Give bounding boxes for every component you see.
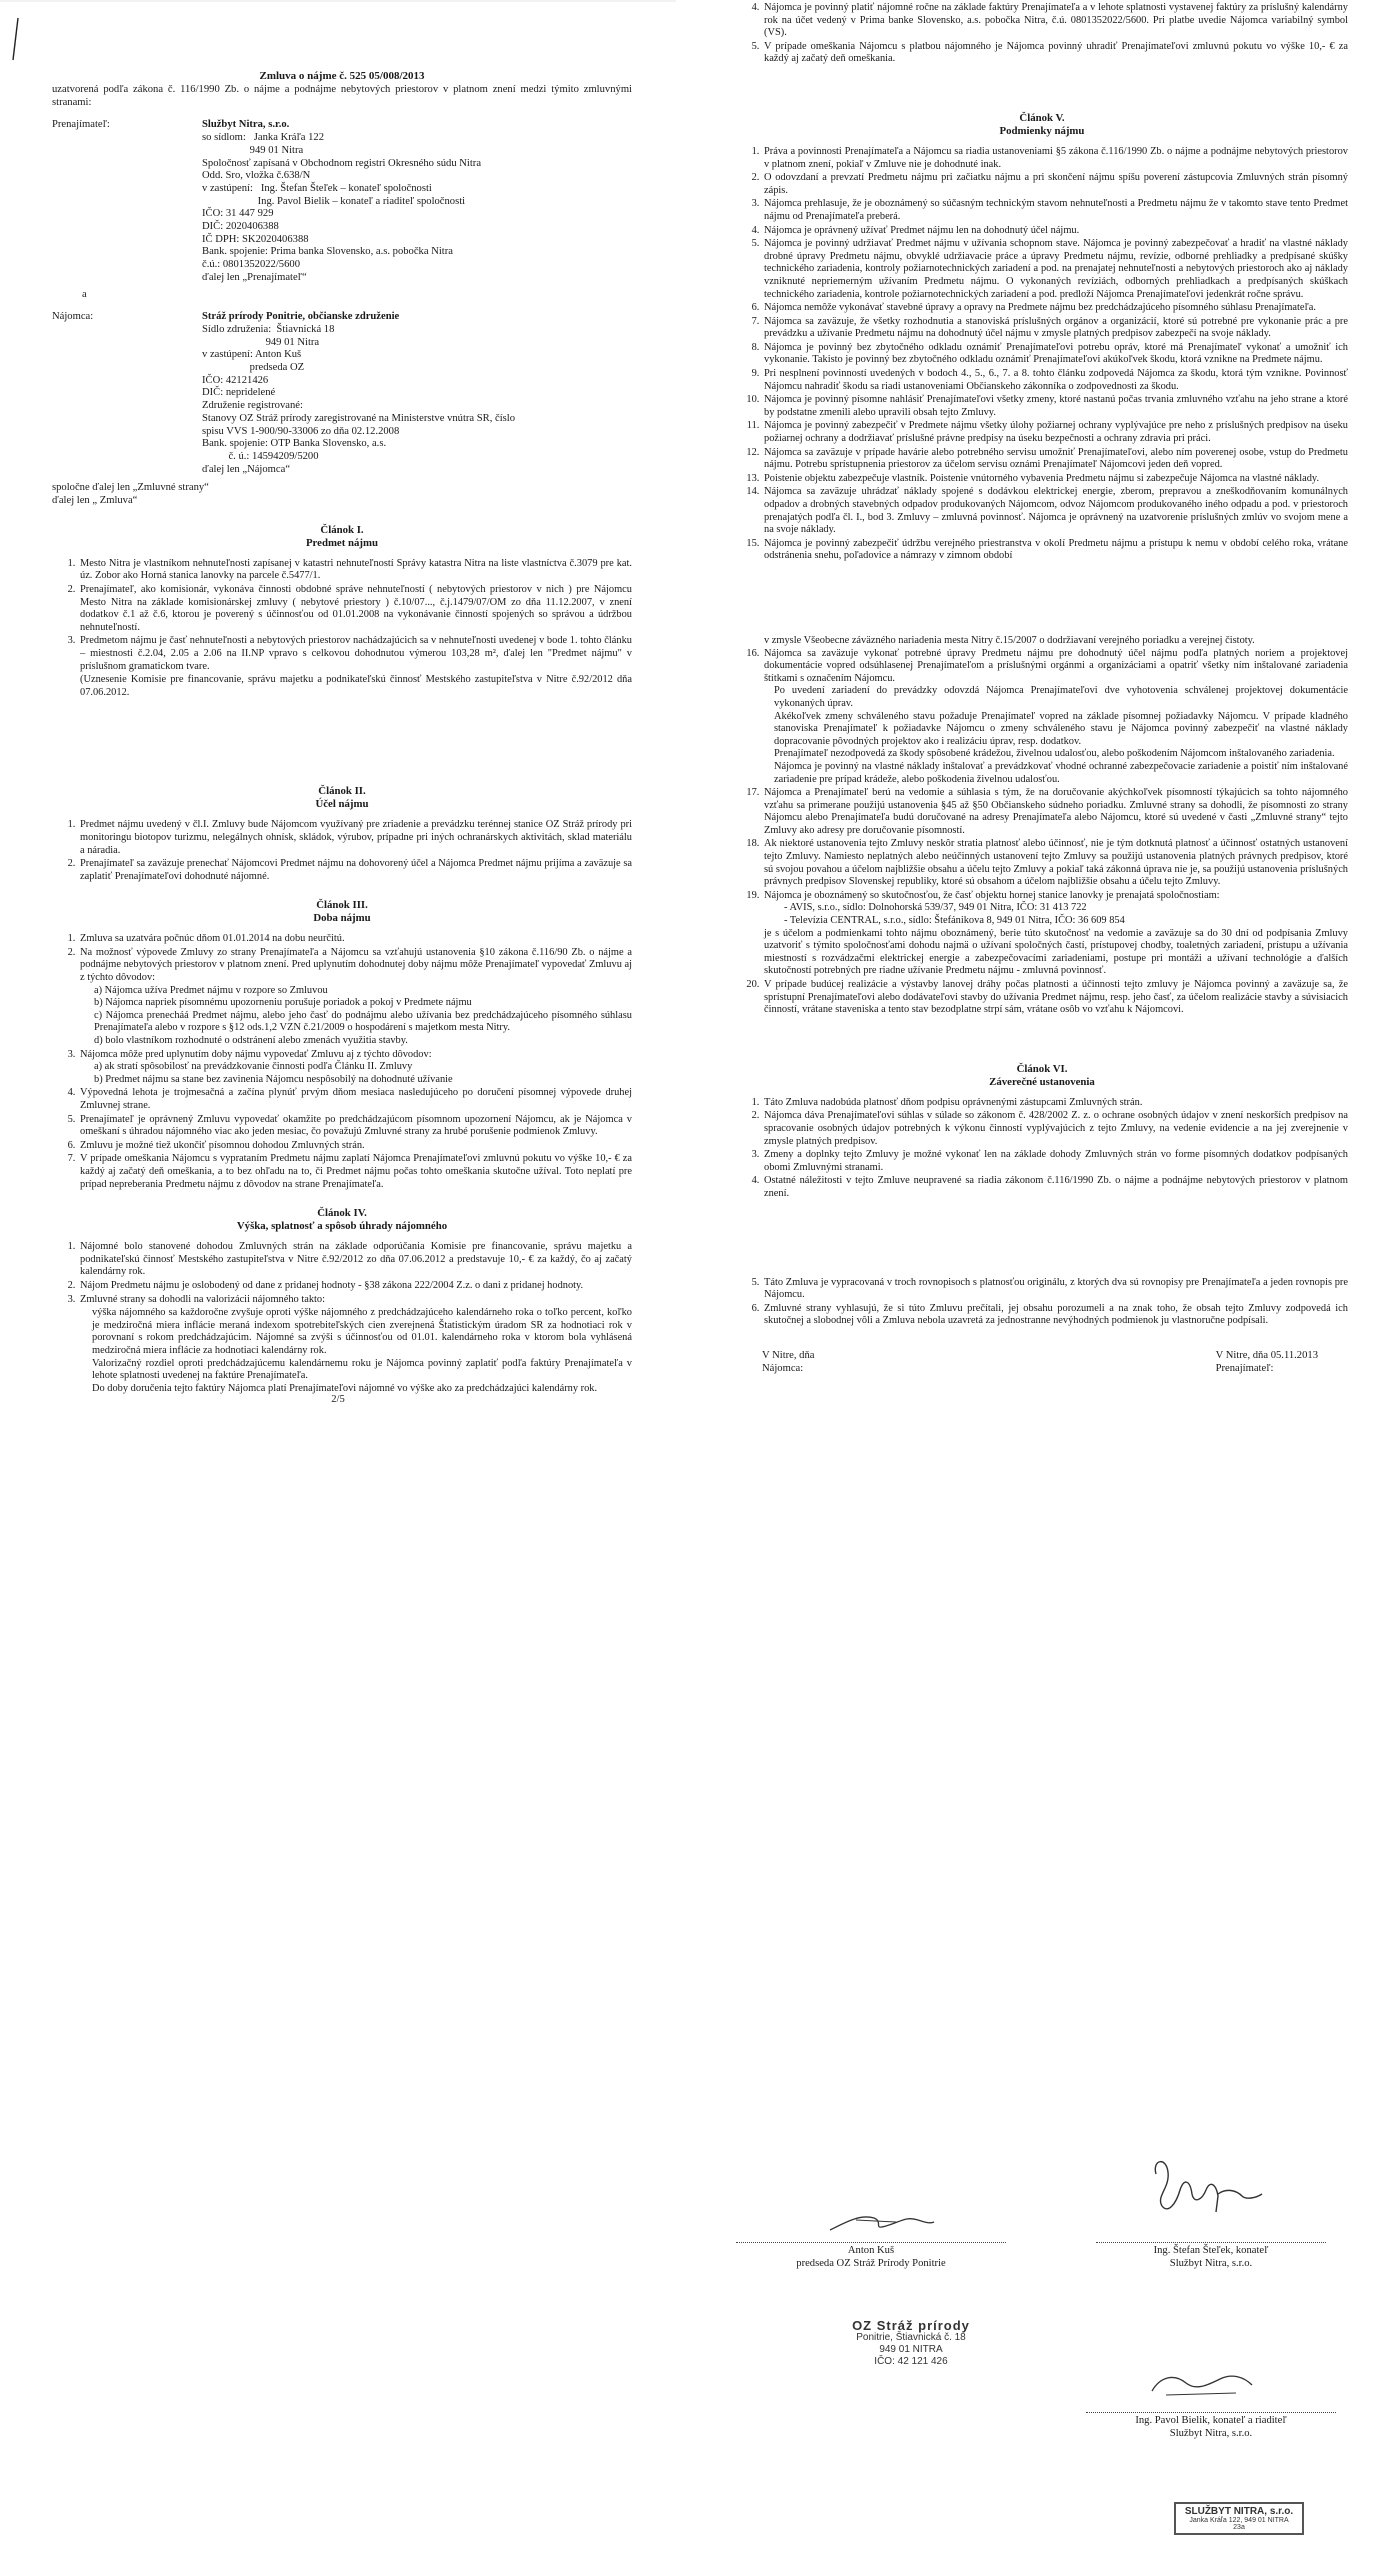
text-line: č. ú.: 14594209/5200 <box>202 450 319 462</box>
party-connector: a <box>82 288 87 300</box>
article-subtitle: Účel nájmu <box>315 798 369 811</box>
article-subtitle: Podmienky nájmu <box>999 124 1085 137</box>
list-item: 5. V prípade omeškania Nájomcu s platbou nájomného je Nájomca povinný uhradiť Prenajímateľovi zmluvnú pokutu vo výške 10,- € za každý aj začatý deň omeškania. <box>762 41 1348 66</box>
article-1-title <box>52 524 632 550</box>
place-text: V Nitre, dňa 05.11.2013 <box>1215 1349 1318 1361</box>
party-details <box>202 311 632 476</box>
article-heading: Článok II. <box>318 785 366 798</box>
article-2-items <box>52 819 632 883</box>
signer-company: Službyt Nitra, s.r.o. <box>1169 2427 1253 2439</box>
signer-name: Ing. Pavol Bielik, konateľ a riaditeľ <box>1135 2415 1287 2426</box>
sub-paragraph: Prenajímateľ nezodpovedá za škody spôsobené krádežou, živelnou udalosťou, alebo poškodením Nájomcom inštalovaného zariadenia. <box>774 748 1335 760</box>
list-item: 2. Prenajímateľ sa zaväzuje prenechať Nájomcovi Predmet nájmu na dohovorený účel a Nájomca Predmet nájmu prijíma a zaväzuje sa zaplatiť Prenajímateľovi dohodnuté nájomné. <box>78 858 632 883</box>
landlord1-signature <box>1146 2150 1266 2230</box>
text-line: v zastúpení: Ing. Štefan Šteľek – konateľ spoločnosti <box>202 182 432 194</box>
text-line: č.ú.: 0801352022/5600 <box>202 259 300 271</box>
handwritten-mark <box>10 16 20 62</box>
valorization-text: Valorizačný rozdiel oproti predchádzajúcemu kalendárnemu roku je Nájomca povinný zaplatiť podľa faktúry Prenajímateľa v lehote splatnosti uvedenej na faktúre Prenajímateľa. <box>92 1357 632 1382</box>
article-subtitle: Doba nájmu <box>313 912 371 925</box>
list-item: 4. Nájomca je oprávnený užívať Predmet nájmu len na dohodnutý účel nájmu. <box>762 225 1348 238</box>
signer-name: Anton Kuš <box>847 2245 895 2256</box>
item-text: Zmluva sa uzatvára počnúc dňom 01.01.2014 na dobu neurčitú. <box>80 933 345 945</box>
landlord2-signature <box>1146 2365 1256 2405</box>
contract-intro: uzatvorená podľa zákona č. 116/1990 Zb. o nájme a podnájme nebytových priestorov v platnom znení medzi týmito zmluvnými stranami: <box>52 84 632 108</box>
list-item: 16. Nájomca sa zaväzuje vykonať potrebné úpravy Predmetu nájmu pre dohodnutý účel nájmu podľa platných noriem a projektovej dokumentácie vopred odsúhlasenej Prenajímateľom a príslušnými orgánmi a organizáciami a opatriť všetky ním inštalované zariadenia štítkami s označením Nájomcu. Po uvedení zariadení do prevádzky odovzdá Nájomca Prenajímateľovi dve vyhotovenia schválenej projektovej dokumentácie vykonaných úprav. Akékoľvek zmeny schváleného stavu požaduje Prenajímateľ vopred na základe písomnej požiadavky Nájomcu. V prípade kladného stanoviska Prenajímateľ k požiadavke Nájomcu o zmeny schváleného stavu je Nájomca povinný zabezpečiť na vlastné náklady dopracovanie pôvodných projektov ako i realizáciu úprav, resp. dodatkov. Prenajímateľ nezodpovedá za škody spôsobené krádežou, živelnou udalosťou, alebo poškodením Nájomcom inštalovaného zariadenia. Nájomca je povinný na vlastné náklady inštalovať a prevádzkovať vhodné ochranné zabezpečovacie zariadenie a poistiť ním inštalované zariadenie pre prípad krádeže, alebo poškodenia živelnou udalosťou. <box>762 648 1348 787</box>
article-heading: Článok I. <box>320 523 364 536</box>
stamp-title: SLUŽBYT NITRA, s.r.o. <box>1184 2506 1294 2517</box>
article-heading: Článok VI. <box>1016 1062 1068 1075</box>
article-4-title <box>52 1207 632 1233</box>
article-subtitle: Výška, splatnosť a spôsob úhrady nájomného <box>236 1220 448 1233</box>
article-heading: Článok V. <box>1019 111 1065 124</box>
role-text: Prenajímateľ: <box>1215 1362 1274 1374</box>
place-text: V Nitre, dňa <box>762 1349 815 1361</box>
article-3-items <box>52 933 632 1086</box>
text-line: Ing. Pavol Bielik – konateľ a riaditeľ spoločnosti <box>202 195 466 207</box>
list-item: 3. Zmluvné strany sa dohodli na valorizácii nájomného takto: <box>78 1294 632 1307</box>
stamp-line: Ponitrie, Štiavnická č. 18 <box>856 2332 966 2343</box>
sub-paragraph: je s účelom a podmienkami tohto nájmu oboznámený, berie túto skutočnosť na vedomie a zaväzuje sa do 30 dní od podpísania Zmluvy uzatvoriť s týmito spoločnosťami dohodu najmä o užívaní spoločných častí, prístupovej chodby, toaletných zariadení, prístupu a užívania miestností s rozvádzačmi elektrickej energie a zabezpečovacími zariadeniami, postupe pri montáži a užívaní technológie a ďalších skutočností potrebných pre riadne užívanie Predmetu nájmu - zmluvná povinnosť. <box>764 927 1348 977</box>
article-heading: Článok III. <box>316 899 368 912</box>
list-item: 19. Nájomca je oboznámený so skutočnosťou, že časť objektu hornej stanice lanovky je prenajatá spoločnostiam: - AVIS, s.r.o., sídlo: Dolnohorská 539/37, 949 01 Nitra, IČO: 31 413 722 - Televízia CENTRAL, s.r.o., sídlo: Štefánikova 8, 949 01 Nitra, IČO: 36 609 854 je s účelom a podmienkami tohto nájmu oboznámený, berie túto skutočnosť na vedomie a zaväzuje sa do 30 dní od podpísania Zmluvy uzatvoriť s týmito spoločnosťami dohodu najmä o užívaní spoločných častí, prístupovej chodby, toaletných zariadení, prístupu a užívania miestností s rozvádzačmi elektrickej energie a zabezpečovacími zariadeniami, postupe pri montáži a užívaní technológie a ďalších skutočností potrebných pre riadne užívanie Predmetu nájmu - zmluvná povinnosť. <box>762 890 1348 978</box>
text-line: 949 01 Nitra <box>202 336 320 348</box>
list-item: 20. V prípade budúcej realizácie a výstavby lanovej dráhy počas platnosti a účinnosti tejto zmluvy je Nájomca povinný a zaväzuje sa, že sprístupní Prenajímateľovi alebo dodávateľovi stavby do užívania Predmet nájmu, resp. jeho časť, za účelom realizácie stavby a súvisiacich činností, vrátane staveniska a tento stav bezodplatne strpí sám, vrátane osôb vo vzťahu k Nájomcovi. <box>762 979 1348 1017</box>
item-text: Nájomca môže pred uplynutím doby nájmu vypovedať Zmluvu aj z týchto dôvodov: <box>80 1048 432 1060</box>
text-line: Sídlo združenia: Štiavnická 18 <box>202 323 335 335</box>
signature-area <box>676 2150 1400 2550</box>
stamp-line: 949 01 NITRA <box>879 2344 943 2355</box>
list-item: 3. Zmeny a doplnky tejto Zmluvy je možné vykonať len na základe dohody Zmluvných strán vo forme písomných dodatkov podpísaných obomi Zmluvnými stranami. <box>762 1149 1348 1174</box>
article-1-note: (Uznesenie Komisie pre financovanie, správu majetku a podnikateľskú činnosť Mestského zastupiteľstva v Nitre č.92/2012 dňa 07.06.2012. <box>80 674 632 698</box>
party-label: Nájomca: <box>52 311 94 323</box>
list-item <box>78 947 632 1048</box>
sub-item: c) Nájomca prenecháá Predmet nájmu, alebo jeho časť do podnájmu alebo užívania bez predchádzajúceho písomného súhlasu Prenajímateľa alebo v rozpore s §12 ods.1,2 VZN č.21/2009 o hospodárení s majetkom mesta Nitry. <box>94 1009 632 1034</box>
text-line: ďalej len „Prenajímateľ“ <box>202 271 307 283</box>
right-page-content <box>676 0 1400 1375</box>
list-item <box>78 933 632 946</box>
list-item: 2. Prenajímateľ, ako komisionár, vykonáva činnosti obdobné správe nehnuteľností ( nebytových priestorov v nich ) pre Nájomcu Mesto Nitra na základe komisionárskej zmluvy ( nebytové priestory ) č.10/07..., č.j.1479/07/OM zo dňa 11.12.2007, v znení dodatkov č.1 až č.6, ktorou je poverený s účinnosťou od 01.01.2008 na vykonávanie činností spojených so správou a údržbou nehnuteľností. <box>78 584 632 634</box>
sub-paragraph: Akékoľvek zmeny schváleného stavu požaduje Prenajímateľ vopred na základe písomnej požiadavky Nájomcu. V prípade kladného stanoviska Prenajímateľ k požiadavke Nájomcu o zmeny schváleného stavu je Nájomca povinný zabezpečiť na vlastné náklady dopracovanie pôvodných projektov ako i realizáciu úprav, resp. dodatkov. <box>774 710 1348 747</box>
sub-item: b) Predmet nájmu sa stane bez zavinenia Nájomcu nespôsobilý na dohodnuté užívanie <box>94 1073 453 1085</box>
list-item: 6. Nájomca nemôže vykonávať stavebné úpravy a opravy na Predmete nájmu bez predchádzajúceho písomného súhlasu Prenajímateľa. <box>762 302 1348 315</box>
signer-name: Ing. Štefan Šteľek, konateľ <box>1153 2245 1269 2256</box>
text-line: Službyt Nitra, s.r.o. <box>202 119 290 131</box>
list-item: 1. Mesto Nitra je vlastníkom nehnuteľnosti zapísanej v katastri nehnuteľností Správy katastra Nitra na liste vlastníctva č.3079 pre kat. úz. Zobor ako Horná stanica lanovky na parcele č.5477/1. <box>78 558 632 583</box>
list-item: 8. Nájomca je povinný bez zbytočného odkladu oznámiť Prenajímateľovi potrebu opráv, ktoré má Prenajímateľ vykonať a umožniť ich vykonanie. Takisto je povinný bez zbytočného odkladu oznámiť Prenajímateľovi akúkoľvek škodu, ktorá vznikne na Predmete nájmu. <box>762 342 1348 367</box>
page-number: 2/5 <box>331 1394 345 1405</box>
list-item: 11. Nájomca je povinný zabezpečiť v Predmete nájmu všetky úlohy požiarnej ochrany vyplývajúce pre neho z príslušných predpisov na úseku požiarnej ochrany a dodržiavať príslušné právne predpisy na úseku bezpečnosti a ochrany zdravia pri práci. <box>762 420 1348 445</box>
oz-stamp <box>786 2320 1036 2368</box>
sub-paragraph: Po uvedení zariadení do prevádzky odovzdá Nájomca Prenajímateľovi dve vyhotovenia schválenej projektovej dokumentácie vykonaných úprav. <box>774 685 1348 709</box>
list-item: 14. Nájomca sa zaväzuje uhrádzať náklady spojené s dodávkou elektrickej energie, zberom, prepravou a zneškodňovaním komunálnych odpadov a drobných stavebných odpadov produkovaných Nájomcom, odvoz Nájomcom produkovaného iného odpadu a pod. v priestoroch prenajatých podľa čl. I., bod 3. Zmluvy – zmluvná povinnosť. Nájomca je oprávnený na uzatvorenie príslušných zmlúv vo svojom mene a na svoje náklady. <box>762 486 1348 536</box>
sluzbyt-stamp <box>1174 2502 1304 2535</box>
company-line: - Televízia CENTRAL, s.r.o., sídlo: Štefánikova 8, 949 01 Nitra, IČO: 36 609 854 <box>784 915 1125 927</box>
text-line: IČO: 42121426 <box>202 374 269 386</box>
text-line: IČO: 31 447 929 <box>202 208 274 220</box>
scan-edge <box>0 0 676 2</box>
landlord-place <box>1216 1350 1318 1375</box>
document-page-left <box>0 0 676 2563</box>
party-label: Prenajímateľ: <box>52 119 110 131</box>
valorization-text: výška nájomného sa každoročne zvyšuje oproti výške nájomného z predchádzajúceho kalendárneho roka o toľko percent, koľko je medziročná miera inflácie meraná indexom spotrebiteľských cien zverejnená Štatistickým úradom SR za hodnotiaci rok v porovnaní s rokom predchádzajúcim. Nájomné sa zvýši s účinnosťou od 01.01. kalendárneho roka v ktorom bola vyhlásená medziročná miera inflácie za hodnotiaci kalendárny rok. <box>92 1307 632 1356</box>
list-item: 5. Nájomca je povinný udržiavať Predmet nájmu v užívania schopnom stave. Nájomca je povinný zabezpečovať a hradiť na vlastné náklady drobné úpravy Predmetu nájmu, obvyklé udržiavacie práce a úpravy Predmetu nájmu, revízie, odborné prehliadky a predpísané skúšky technického zariadenia, kontroly požiarnotechnických zariadení a pod. na prenajatej nehnuteľnosti a nebytových priestoroch ako aj náklady vzniknuté nepriemerným užívaním Predmetu nájmu. O vykonaných revíziách, odborných prehliadkach a predpísaných skúškach technického zariadenia, kontrole požiarnotechnických zariadení a pod. predloží Nájomca Prenajímateľovi jedenkrát ročne správu. <box>762 238 1348 301</box>
text-line: Spoločnosť zapísaná v Obchodnom registri Okresného súdu Nitra <box>202 157 482 169</box>
list-item: 12. Nájomca sa zaväzuje v prípade havárie alebo potrebného servisu umožniť Prenajímateľovi, alebo ním poverenej osobe, vstup do Predmetu nájmu. Potrebu sprístupnenia priestorov za účelom servisu oznámi Prenajímateľ Nájomcovi jeden deň vopred. <box>762 447 1348 472</box>
landlord2-signature-caption <box>1086 2412 1336 2440</box>
list-item: 13. Poistenie objektu zabezpečuje vlastník. Poistenie vnútorného vybavenia Predmetu nájmu si zabezpečuje Nájomca na vlastné náklady. <box>762 473 1348 486</box>
text-line: IČ DPH: SK2020406388 <box>202 233 309 245</box>
text-line: Stráž prírody Ponitrie, občianske združenie <box>202 311 400 323</box>
list-item: 9. Pri nesplnení povinností uvedených v bodoch 4., 5., 6., 7. a 8. tohto článku zodpovedá Nájomca za škodu, ktorá tým vznikne. Povinnosť Nájomcu nahradiť škodu sa riadi ustanoveniami Občianskeho zákonníka o zodpovednosti za škodu. <box>762 368 1348 393</box>
list-item: 1. Predmet nájmu uvedený v čl.I. Zmluvy bude Nájomcom využívaný pre zriadenie a prevádzku terénnej stanice OZ Stráž prírody pri monitoringu biotopov turizmu, nelegálnych ohnísk, skládok, výrubov, prípadne pri iných ochranárskych aktivitách, sklad materiálu a náradia. <box>78 819 632 857</box>
list-item: 4. Nájomca je povinný platiť nájomné ročne na základe faktúry Prenajímateľa a v lehote splatnosti vystavenej faktúry za príslušný kalendárny rok na účet vedený v Prima banke Slovensko, a.s. pobočka Nitra, č.ú. 0801352022/5600. Pri platbe uvedie Nájomca variabilný symbol (VS). <box>762 2 1348 40</box>
text-line: so sídlom: Janka Kráľa 122 <box>202 132 324 144</box>
stamp-line: 23a <box>1233 2524 1245 2531</box>
sub-items <box>80 1061 632 1086</box>
article-3-title <box>52 899 632 925</box>
list-item: 1. Nájomné bolo stanovené dohodou Zmluvných strán na základe odporúčania Komisie pre financovanie, správu majetku a podnikateľskú činnosť Mestského zastupiteľstva v Nitre č.92/2012 zo dňa 07.06.2012 a predstavuje 10,- € za každý, čo aj začatý kalendárny rok. <box>78 1241 632 1279</box>
text-line: Bank. spojenie: Prima banka Slovensko, a.s. pobočka Nitra <box>202 246 453 258</box>
article-4-items-cont <box>736 2 1348 66</box>
tenant-place <box>762 1350 814 1375</box>
article-6-title <box>736 1063 1348 1089</box>
article-3-items-rest <box>52 1087 632 1191</box>
article-heading: Článok IV. <box>317 1207 367 1220</box>
list-item: 2. Nájom Predmetu nájmu je oslobodený od dane z pridanej hodnoty - §38 zákona 222/2004 Z.z. o dani z pridanej hodnoty. <box>78 1280 632 1293</box>
article-6-items <box>736 1097 1348 1201</box>
role-text: Nájomca: <box>762 1362 804 1374</box>
valorization-text: Do doby doručenia tejto faktúry Nájomca platí Prenajímateľovi nájomné vo výške ako za predchádzajúci kalendárny rok. <box>92 1382 598 1394</box>
sub-item: b) Nájomca napriek písomnému upozorneniu porušuje poriadok a pokoj v Predmete nájmu <box>94 997 472 1009</box>
party-tenant <box>52 311 632 476</box>
list-item <box>78 1049 632 1087</box>
article-1-items <box>52 558 632 673</box>
list-item: 10. Nájomca je povinný písomne nahlásiť Prenajímateľovi všetky zmeny, ktoré nastanú počas trvania zmluvného vzťahu na jeho strane a ktoré by podstatne zmenili alebo upravili obsah tejto Zmluvy. <box>762 394 1348 419</box>
text-line: spoločne ďalej len „Zmluvné strany“ <box>52 482 209 494</box>
list-item: 5. Táto Zmluva je vypracovaná v troch rovnopisoch s platnosťou originálu, z ktorých dva sú rovnopisy pre Prenajímateľa a jeden rovnopis pre Nájomcu. <box>762 1277 1348 1302</box>
list-item: 4. Ostatné náležitosti v tejto Zmluve neupravené sa riadia zákonom č.116/1990 Zb. o nájme a podnájme nebytových priestorov v platnom znení. <box>762 1175 1348 1200</box>
list-item: 2. O odovzdaní a prevzatí Predmetu nájmu pri začiatku nájmu a pri skončení nájmu spíšu poverení zástupcovia Zmluvných strán písomný zápis. <box>762 172 1348 197</box>
tenant-signature <box>826 2200 936 2240</box>
list-item: 1. Práva a povinnosti Prenajímateľa a Nájomcu sa riadia ustanoveniami §5 zákona č.116/1990 Zb. o nájme a podnájme nebytových priestorov v platnom znení, pokiaľ v Zmluve nie je dohodnuté inak. <box>762 146 1348 171</box>
list-item: 3. Predmetom nájmu je časť nehnuteľnosti a nebytových priestorov nachádzajúcich sa v nehnuteľnosti uvedenej v bode 1. tohto článku – miestnosti č.2.04, 2.05 a 2.06 na II.NP vpravo s celkovou dohodnutou výmerou 103,28 m², ďalej len "Predmet nájmu" v príslušnom gramatickom tvare. <box>78 635 632 673</box>
article-5-title <box>736 112 1348 138</box>
text-line: DIČ: 2020406388 <box>202 221 279 233</box>
sub-item: a) ak stratí spôsobilosť na prevádzkovanie činnosti podľa Článku II. Zmluvy <box>94 1061 413 1073</box>
text-line: 949 01 Nitra <box>202 144 304 156</box>
sub-item: d) bolo vlastníkom rozhodnuté o odstránení alebo zmenách využitia stavby. <box>94 1035 408 1047</box>
text-line: Stanovy OZ Stráž prírody zaregistrované na Ministerstve vnútra SR, číslo <box>202 412 516 424</box>
article-6-items-b <box>736 1277 1348 1328</box>
left-page-content <box>0 62 676 1395</box>
sub-paragraph: Nájomca je povinný na vlastné náklady inštalovať a prevádzkovať vhodné ochranné zabezpečovacie zariadenie a poistiť ním inštalované zariadenie pre prípad krádeže, alebo poškodenia živelnou udalosťou. <box>774 760 1348 785</box>
list-item: 2. Nájomca dáva Prenajímateľovi súhlas v súlade so zákonom č. 428/2002 Z. z. o ochrane osobných údajov v znení neskorších predpisov na spracovanie osobných údajov potrebných k výkonu činností vyplývajúcich z tejto Zmluvy, na vedenie evidencie a na jej zverejnenie v zmysle platných predpisov. <box>762 1110 1348 1148</box>
text-line: Odd. Sro, vložka č.638/N <box>202 170 311 182</box>
landlord1-signature-caption <box>1096 2242 1326 2270</box>
text-line: Združenie registrované: <box>202 400 303 412</box>
list-item: 15. Nájomca je povinný zabezpečiť údržbu verejného priestranstva v okolí Predmetu nájmu a prístupu k nemu v období celého roka, vrátane odstránenia snehu, poľadovice a námrazy v zimnom období <box>762 538 1348 563</box>
list-item: 6. Zmluvu je možné tiež ukončiť písomnou dohodou Zmluvných strán. <box>78 1140 632 1153</box>
list-item: 1. Táto Zmluva nadobúda platnosť dňom podpisu oprávnenými zástupcami Zmluvných strán. <box>762 1097 1348 1110</box>
text-line: Bank. spojenie: OTP Banka Slovensko, a.s. <box>202 438 387 450</box>
text-line: DIČ: nepridelené <box>202 387 276 399</box>
article-4-items <box>52 1241 632 1306</box>
parties-closing <box>52 482 632 507</box>
list-item: 4. Výpovedná lehota je trojmesačná a začína plynúť prvým dňom mesiaca nasledujúceho po doručení písomnej výpovede druhej Zmluvnej strane. <box>78 1087 632 1112</box>
list-item: 3. Nájomca prehlasuje, že je oboznámený so súčasným technickým stavom nehnuteľnosti a Predmetu nájmu že v takomto stave tento Predmet nájmu od Prenajímateľa preberá. <box>762 198 1348 223</box>
sub-items <box>80 985 632 1048</box>
article-5-items-b <box>736 648 1348 1017</box>
signer-title: predseda OZ Stráž Prírody Ponitrie <box>796 2257 946 2269</box>
article-subtitle: Predmet nájmu <box>305 536 379 549</box>
party-landlord <box>52 119 632 284</box>
list-item: 6. Zmluvné strany vyhlasujú, že si túto Zmluvu prečítali, jej obsahu porozumeli a na znak toho, že obsah tejto Zmluvy zodpovedá ich skutočnej a slobodnej vôli a Zmluva nebola uzavretá za jednostranne nevýhodných podmienok ju vlastnoručne podpísali. <box>762 1303 1348 1328</box>
stamp-line: Janka Kráľa 122, 949 01 NITRA <box>1189 2517 1289 2524</box>
document-page-right <box>676 0 1400 2563</box>
list-item: 7. Nájomca sa zaväzuje, že všetky rozhodnutia a stanoviská príslušných orgánov a organizácií, ktoré sú potrebné pre vykonanie prác a pre prevádzku a užívanie Predmetu nájmu na dohodnutý účel nájmu v zmysle platných predpisov zabezpečí na svoje náklady. <box>762 316 1348 341</box>
company-line: - AVIS, s.r.o., sídlo: Dolnohorská 539/37, 949 01 Nitra, IČO: 31 413 722 <box>784 902 1087 914</box>
stamp-line: IČO: 42 121 426 <box>874 2356 948 2367</box>
list-item: 18. Ak niektoré ustanovenia tejto Zmluvy neskôr stratia platnosť alebo účinnosť, nie je tým dotknutá platnosť a účinnosť ostatných ustanovení tejto Zmluvy. Namiesto neplatných alebo neúčinných ustanovení tejto Zmluvy sa použijú ustanovenia platných právnych predpisov, ktoré sú svojou povahou a účelom najbližšie obsahu a účelu tejto Zmluvy a pokiaľ taká zákonná úprava nie je, sa použijú ustanovenia príslušných právnych predpisov Slovenskej republiky, ktoré sú obsahom a účelom najbližšie obsahu a účelu tejto Zmluvy. <box>762 838 1348 888</box>
signer-company: Službyt Nitra, s.r.o. <box>1169 2257 1253 2269</box>
list-item: 7. V prípade omeškania Nájomcu s vyprataním Predmetu nájmu zaplatí Nájomca Prenajímateľovi zmluvnú pokutu vo výške 10,- € za každý aj začatý deň omeškania, a to bez ohľadu na to, či Predmet nájmu počas tohto omeškania skutočne užíval. Toto neplatí pre prípad nepreberania Predmetu nájmu z dôvodov na strane Prenajímateľa. <box>78 1153 632 1191</box>
item-text: Na možnosť výpovede Zmluvy zo strany Prenajímateľa a Nájomcu sa vzťahujú ustanovenia §10 zákona č.116/90 Zb. o nájme a podnájme nebytových priestorov v platnom znení. Pred uplynutím dohodnutej doby nájmu môže Prenajímateľ vypovedať Zmluvu aj z týchto dôvodov: <box>80 946 632 984</box>
text-line: ďalej len „ Zmluva“ <box>52 495 138 507</box>
tenant-signature-caption <box>736 2242 1006 2270</box>
list-item: 5. Prenajímateľ je oprávnený Zmluvu vypovedať okamžite po predchádzajúcom písomnom upozornení Nájomcu, ak je Nájomca v omeškaní s úhradou nájomného viac ako jeden mesiac, čo považujú Zmluvné strany za hrubé porušenie podmienok Zmluvy. <box>78 1114 632 1139</box>
list-item: 17. Nájomca a Prenajímateľ berú na vedomie a súhlasia s tým, že na doručovanie akýchkoľvek písomností týkajúcich sa tohto nájomného vzťahu sa primerane použijú ustanovenia §45 až §50 Občianskeho súdneho poriadku. Zmluvné strany sa dohodli, že písomnosti zo strany Nájomcu alebo Prenajímateľa budú doručované na adresy Prenajímateľa alebo Nájomcu, ktoré sú uvedené v časti „Zmluvné strany“ tejto Zmluvy ako adresy pre doručovanie písomností. <box>762 787 1348 837</box>
stamp-title: OZ Stráž prírody <box>852 2318 970 2333</box>
text-line: predseda OZ <box>202 362 305 374</box>
text-line: v zastúpení: Anton Kuš <box>202 349 302 361</box>
article-5-items <box>736 146 1348 563</box>
sub-item: a) Nájomca užíva Predmet nájmu v rozpore so Zmluvou <box>94 984 328 996</box>
party-details <box>202 119 632 284</box>
text-line: spisu VVS 1-900/90-33006 zo dňa 02.12.2008 <box>202 425 400 437</box>
article-2-title <box>52 785 632 811</box>
article-5-item-15-cont: v zmysle Všeobecne záväzného nariadenia mesta Nitry č.15/2007 o dodržiavaní verejného poriadku a verejnej čistoty. <box>764 634 1255 646</box>
text-line: ďalej len „Nájomca“ <box>202 463 291 475</box>
contract-title: Zmluva o nájme č. 525 05/008/2013 <box>259 70 425 82</box>
article-subtitle: Záverečné ustanovenia <box>989 1075 1095 1088</box>
signature-places <box>736 1350 1348 1375</box>
